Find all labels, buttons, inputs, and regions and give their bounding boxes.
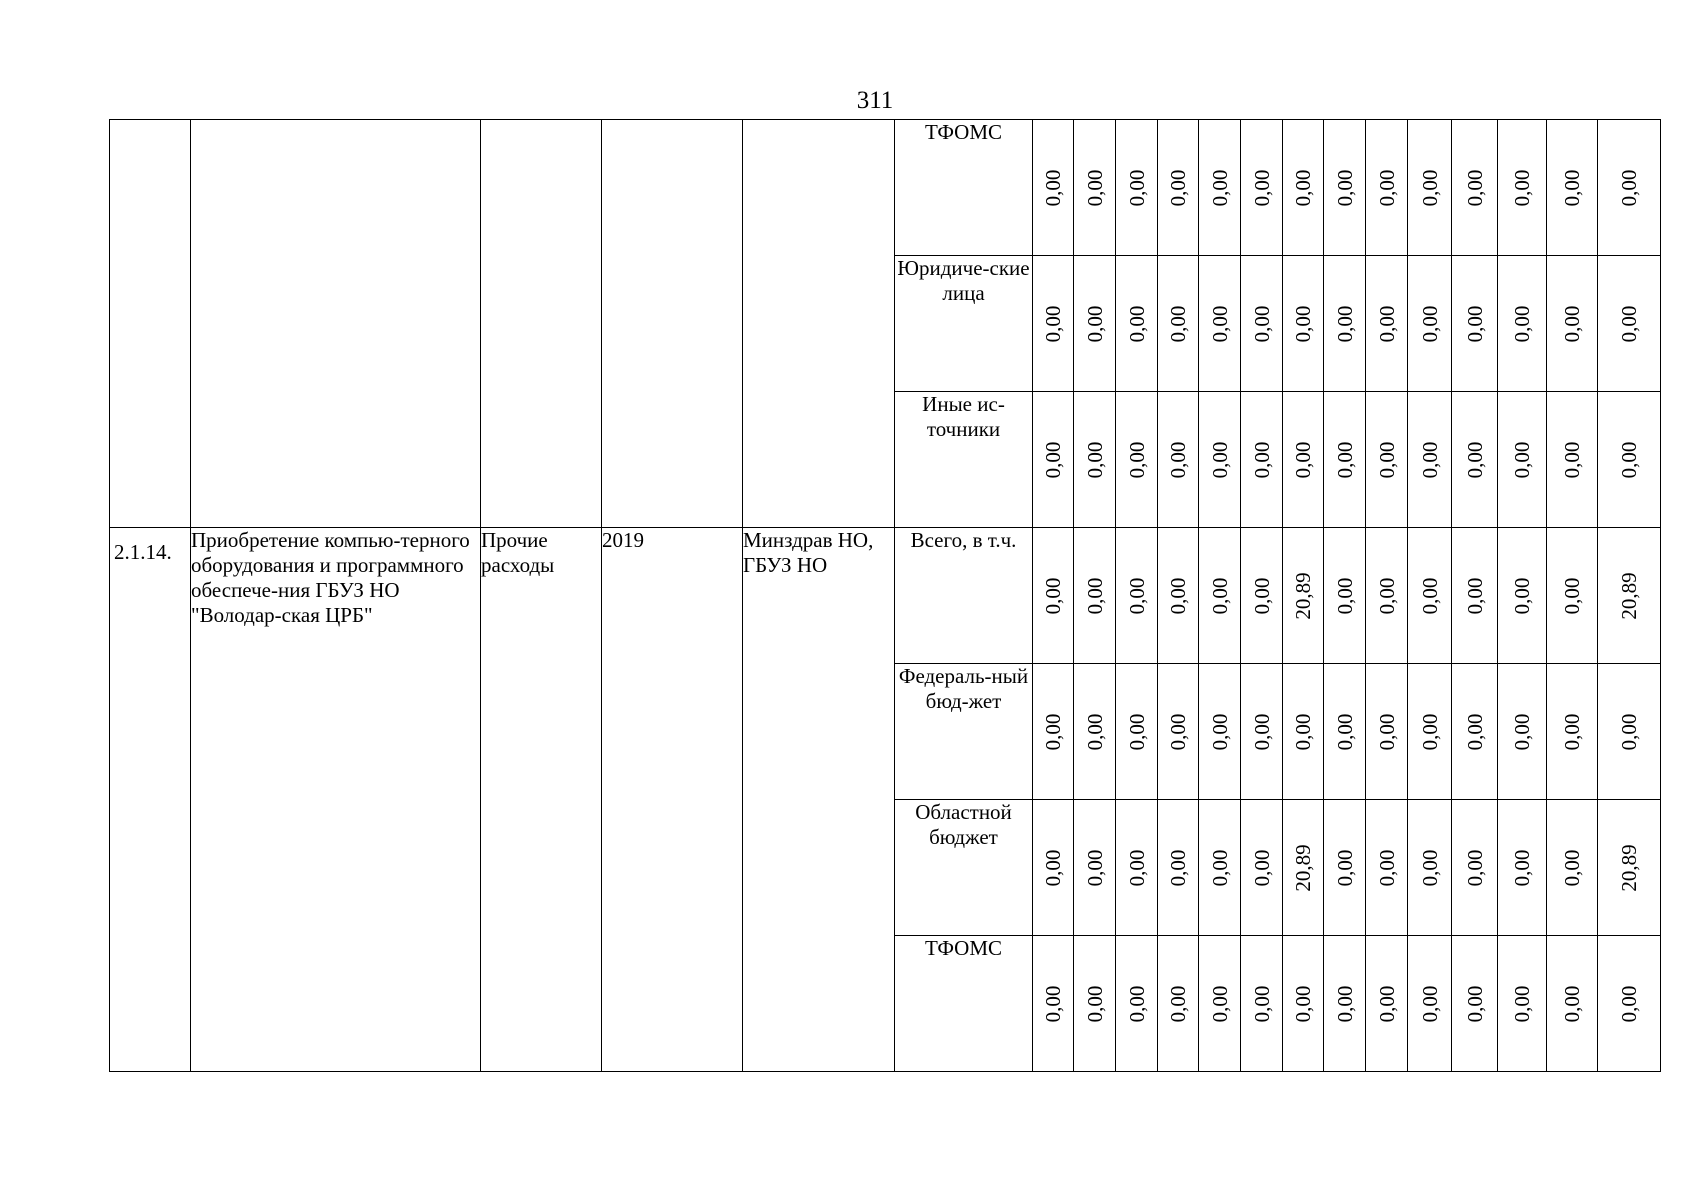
empty-cell — [743, 120, 895, 528]
item-year: 2019 — [602, 528, 743, 1072]
value-cell — [1199, 392, 1241, 528]
value-cell — [1498, 256, 1547, 392]
value-text: 0,00 — [1249, 441, 1274, 478]
value-cell — [1116, 800, 1158, 936]
value-cell — [1199, 256, 1241, 392]
value-text: 0,00 — [1617, 441, 1641, 478]
value-cell — [1116, 664, 1158, 800]
value-text: 0,00 — [1374, 169, 1399, 206]
value-cell — [1116, 528, 1158, 664]
value-text: 0,00 — [1374, 985, 1399, 1022]
value-text: 0,00 — [1249, 577, 1274, 614]
value-cell — [1408, 256, 1452, 392]
value-cell — [1498, 800, 1547, 936]
value-text: 0,00 — [1374, 849, 1399, 886]
value-text: 0,00 — [1374, 577, 1399, 614]
value-cell — [1324, 528, 1366, 664]
value-cell — [1033, 256, 1074, 392]
value-cell — [1241, 528, 1283, 664]
value-text: 0,00 — [1041, 713, 1065, 750]
empty-cell — [110, 120, 191, 528]
value-text: 0,00 — [1166, 985, 1190, 1022]
value-cell — [1116, 256, 1158, 392]
table-row — [110, 528, 1661, 664]
value-cell — [1547, 800, 1598, 936]
value-text: 0,00 — [1332, 169, 1357, 206]
value-cell — [1033, 800, 1074, 936]
value-text: 0,00 — [1617, 985, 1641, 1022]
page-number: 311 — [856, 87, 894, 114]
value-cell — [1408, 392, 1452, 528]
value-text: 0,00 — [1417, 169, 1442, 206]
value-text: 0,00 — [1207, 441, 1232, 478]
value-text: 0,00 — [1462, 849, 1487, 886]
value-cell — [1074, 392, 1116, 528]
value-cell — [1324, 120, 1366, 256]
table-row — [110, 120, 1661, 256]
empty-cell — [481, 120, 602, 528]
value-text: 0,00 — [1617, 305, 1641, 342]
value-text: 0,00 — [1249, 985, 1274, 1022]
value-cell — [1547, 120, 1598, 256]
value-cell — [1452, 120, 1498, 256]
value-cell — [1452, 392, 1498, 528]
value-cell — [1547, 936, 1598, 1072]
value-cell — [1241, 800, 1283, 936]
value-text: 0,00 — [1462, 169, 1487, 206]
value-text: 0,00 — [1082, 577, 1107, 614]
value-text: 0,00 — [1560, 985, 1584, 1022]
value-text: 0,00 — [1166, 713, 1190, 750]
value-cell — [1408, 120, 1452, 256]
value-cell — [1241, 936, 1283, 1072]
value-text: 0,00 — [1510, 169, 1534, 206]
value-cell — [1199, 800, 1241, 936]
value-cell — [1283, 936, 1324, 1072]
value-cell — [1452, 664, 1498, 800]
value-text: 0,00 — [1374, 713, 1399, 750]
value-text: 0,00 — [1462, 305, 1487, 342]
value-cell — [1366, 256, 1408, 392]
value-cell — [1408, 936, 1452, 1072]
value-text: 0,00 — [1207, 849, 1232, 886]
value-text: 0,00 — [1510, 577, 1534, 614]
value-text: 0,00 — [1417, 849, 1442, 886]
value-cell — [1598, 256, 1661, 392]
value-cell — [1074, 120, 1116, 256]
value-text: 0,00 — [1082, 849, 1107, 886]
value-text: 0,00 — [1166, 169, 1190, 206]
value-text: 0,00 — [1617, 169, 1641, 206]
value-cell — [1158, 120, 1199, 256]
value-cell — [1598, 800, 1661, 936]
value-cell — [1074, 664, 1116, 800]
value-text: 0,00 — [1166, 441, 1190, 478]
value-text: 0,00 — [1249, 169, 1274, 206]
value-text: 0,00 — [1417, 577, 1442, 614]
value-text: 0,00 — [1124, 169, 1149, 206]
value-cell — [1033, 664, 1074, 800]
value-text: 0,00 — [1124, 985, 1149, 1022]
value-cell — [1199, 936, 1241, 1072]
value-text: 0,00 — [1332, 305, 1357, 342]
value-text: 20,89 — [1617, 571, 1641, 620]
value-cell — [1074, 256, 1116, 392]
value-text: 0,00 — [1417, 713, 1442, 750]
value-cell — [1408, 664, 1452, 800]
value-cell — [1199, 664, 1241, 800]
value-text: 0,00 — [1041, 985, 1065, 1022]
value-cell — [1241, 120, 1283, 256]
value-text: 0,00 — [1510, 985, 1534, 1022]
value-text: 0,00 — [1082, 169, 1107, 206]
value-cell — [1074, 800, 1116, 936]
value-text: 0,00 — [1617, 713, 1641, 750]
value-cell — [1241, 664, 1283, 800]
value-cell — [1033, 936, 1074, 1072]
value-text: 0,00 — [1166, 305, 1190, 342]
value-cell — [1116, 120, 1158, 256]
value-text: 0,00 — [1332, 985, 1357, 1022]
value-cell — [1598, 528, 1661, 664]
value-text: 0,00 — [1124, 713, 1149, 750]
value-cell — [1408, 800, 1452, 936]
value-cell — [1408, 528, 1452, 664]
value-cell — [1283, 528, 1324, 664]
value-text: 0,00 — [1207, 713, 1232, 750]
funding-source-cell: ТФОМС — [895, 120, 1033, 256]
value-cell — [1452, 256, 1498, 392]
value-text: 0,00 — [1041, 169, 1065, 206]
value-text: 0,00 — [1249, 713, 1274, 750]
value-cell — [1199, 120, 1241, 256]
value-cell — [1199, 528, 1241, 664]
value-cell — [1324, 800, 1366, 936]
value-cell — [1452, 528, 1498, 664]
value-text: 0,00 — [1560, 713, 1584, 750]
value-text: 0,00 — [1332, 849, 1357, 886]
value-text: 0,00 — [1462, 985, 1487, 1022]
value-text: 0,00 — [1291, 305, 1315, 342]
value-cell — [1033, 528, 1074, 664]
value-cell — [1324, 256, 1366, 392]
value-cell — [1158, 256, 1199, 392]
value-cell — [1547, 664, 1598, 800]
value-text: 0,00 — [1082, 441, 1107, 478]
value-cell — [1116, 936, 1158, 1072]
value-cell — [1498, 528, 1547, 664]
value-cell — [1158, 528, 1199, 664]
value-text: 0,00 — [1374, 441, 1399, 478]
value-text: 0,00 — [1124, 849, 1149, 886]
funding-source-cell: Юридиче-ские лица — [895, 256, 1033, 392]
value-text: 0,00 — [1560, 849, 1584, 886]
value-text: 20,89 — [1291, 571, 1315, 620]
value-cell — [1283, 256, 1324, 392]
funding-source-cell: Всего, в т.ч. — [895, 528, 1033, 664]
value-text: 0,00 — [1124, 441, 1149, 478]
value-cell — [1366, 800, 1408, 936]
value-text: 0,00 — [1041, 577, 1065, 614]
value-cell — [1074, 936, 1116, 1072]
expense-type: Прочие расходы — [481, 528, 602, 1072]
value-cell — [1547, 528, 1598, 664]
value-cell — [1283, 800, 1324, 936]
budget-table-body — [110, 120, 1661, 1072]
value-text: 0,00 — [1417, 305, 1442, 342]
value-text: 0,00 — [1332, 713, 1357, 750]
value-text: 0,00 — [1510, 305, 1534, 342]
value-text: 0,00 — [1560, 577, 1584, 614]
value-text: 0,00 — [1291, 441, 1315, 478]
value-text: 0,00 — [1462, 441, 1487, 478]
value-cell — [1033, 392, 1074, 528]
value-cell — [1158, 392, 1199, 528]
value-text: 0,00 — [1510, 713, 1534, 750]
value-cell — [1452, 936, 1498, 1072]
item-executor: Минздрав НО, ГБУЗ НО — [743, 528, 895, 1072]
value-text: 0,00 — [1291, 985, 1315, 1022]
value-cell — [1116, 392, 1158, 528]
value-cell — [1241, 256, 1283, 392]
value-cell — [1324, 392, 1366, 528]
value-text: 0,00 — [1510, 441, 1534, 478]
funding-source-cell: Областной бюджет — [895, 800, 1033, 936]
value-cell — [1283, 664, 1324, 800]
value-cell — [1074, 528, 1116, 664]
value-cell — [1366, 664, 1408, 800]
value-text: 0,00 — [1560, 305, 1584, 342]
value-cell — [1283, 120, 1324, 256]
value-text: 0,00 — [1207, 169, 1232, 206]
value-text: 0,00 — [1291, 169, 1315, 206]
value-text: 0,00 — [1417, 985, 1442, 1022]
value-text: 0,00 — [1332, 577, 1357, 614]
value-cell — [1033, 120, 1074, 256]
value-text: 0,00 — [1124, 577, 1149, 614]
value-text: 0,00 — [1166, 849, 1190, 886]
value-cell — [1158, 664, 1199, 800]
value-text: 0,00 — [1166, 577, 1190, 614]
value-cell — [1598, 120, 1661, 256]
value-text: 0,00 — [1510, 849, 1534, 886]
value-cell — [1452, 800, 1498, 936]
value-text: 20,89 — [1291, 843, 1315, 892]
value-cell — [1547, 392, 1598, 528]
value-cell — [1158, 936, 1199, 1072]
value-text: 0,00 — [1462, 713, 1487, 750]
value-cell — [1158, 800, 1199, 936]
value-text: 0,00 — [1417, 441, 1442, 478]
value-text: 0,00 — [1560, 441, 1584, 478]
value-cell — [1598, 936, 1661, 1072]
value-cell — [1498, 664, 1547, 800]
value-text: 0,00 — [1041, 441, 1065, 478]
value-text: 0,00 — [1041, 305, 1065, 342]
value-text: 0,00 — [1291, 713, 1315, 750]
value-cell — [1547, 256, 1598, 392]
value-cell — [1324, 936, 1366, 1072]
value-cell — [1366, 392, 1408, 528]
value-text: 0,00 — [1560, 169, 1584, 206]
funding-source-cell: ТФОМС — [895, 936, 1033, 1072]
value-cell — [1366, 120, 1408, 256]
value-cell — [1498, 392, 1547, 528]
value-text: 0,00 — [1082, 713, 1107, 750]
value-text: 0,00 — [1249, 849, 1274, 886]
value-text: 0,00 — [1207, 577, 1232, 614]
value-text: 0,00 — [1332, 441, 1357, 478]
value-text: 0,00 — [1462, 577, 1487, 614]
value-text: 0,00 — [1207, 985, 1232, 1022]
value-cell — [1366, 936, 1408, 1072]
budget-table — [109, 119, 1661, 1072]
value-cell — [1283, 392, 1324, 528]
value-text: 0,00 — [1124, 305, 1149, 342]
empty-cell — [191, 120, 481, 528]
value-text: 0,00 — [1082, 305, 1107, 342]
funding-source-cell: Иные ис-точники — [895, 392, 1033, 528]
value-text: 0,00 — [1374, 305, 1399, 342]
value-cell — [1498, 936, 1547, 1072]
item-name: Приобретение компью-терного оборудования и программного обеспече-ния ГБУЗ НО "Володар-ская ЦРБ" — [191, 528, 481, 1072]
item-number: 2.1.14. — [110, 528, 191, 1072]
value-cell — [1324, 664, 1366, 800]
value-text: 20,89 — [1617, 843, 1641, 892]
value-text: 0,00 — [1249, 305, 1274, 342]
value-cell — [1241, 392, 1283, 528]
value-cell — [1598, 392, 1661, 528]
value-text: 0,00 — [1041, 849, 1065, 886]
value-cell — [1366, 528, 1408, 664]
value-text: 0,00 — [1082, 985, 1107, 1022]
empty-cell — [602, 120, 743, 528]
value-cell — [1498, 120, 1547, 256]
funding-source-cell: Федераль-ный бюд-жет — [895, 664, 1033, 800]
value-text: 0,00 — [1207, 305, 1232, 342]
value-cell — [1598, 664, 1661, 800]
